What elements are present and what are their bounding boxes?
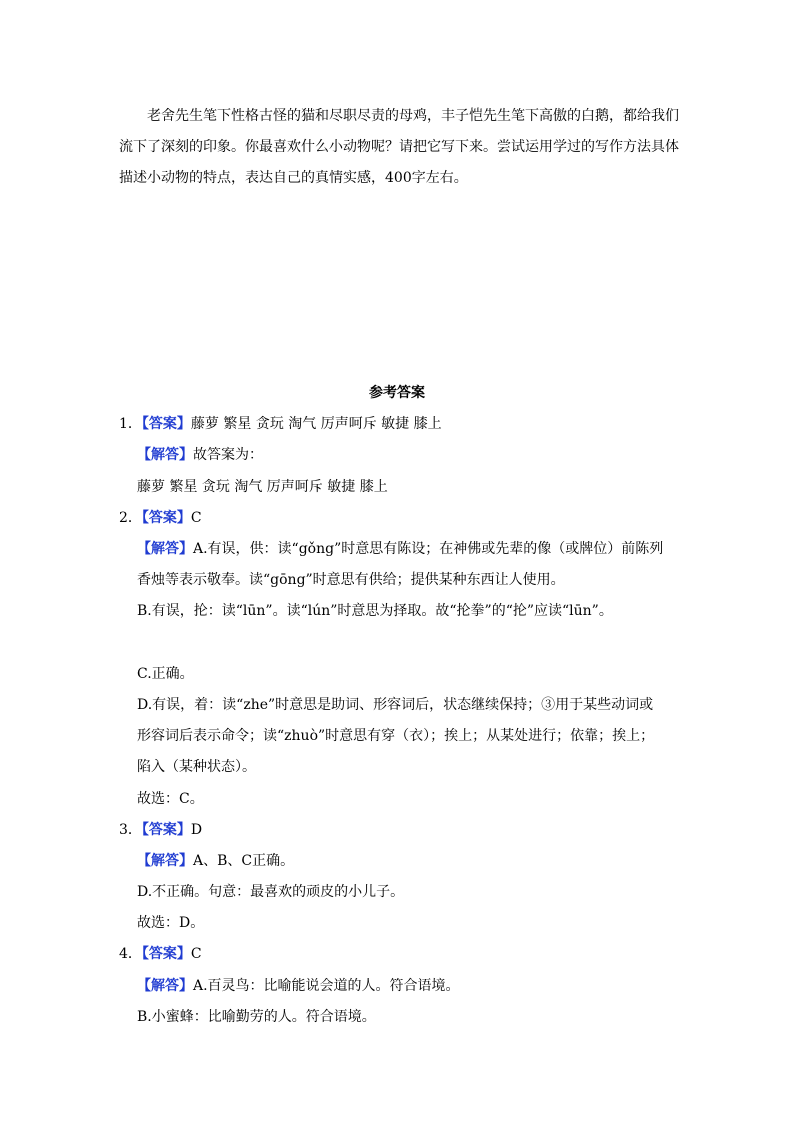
- q3-analysis-tag: 【解答】: [137, 853, 193, 869]
- q2-answer: C: [190, 510, 202, 526]
- q1-answer: 藤萝 繁星 贪玩 淘气 厉声呵斥 敏捷 膝上: [190, 416, 442, 432]
- q3-answer-tag: 【答案】: [141, 822, 191, 838]
- q4-answer: C: [190, 946, 202, 962]
- q4-analysis-line: [137, 975, 460, 997]
- q2-option-b: B.有误，抡：读“lūn”。读“lún”时意思为择取。故“抡拳”的“抡”应读“lūn”。: [137, 603, 613, 619]
- q2-analysis-line: [137, 538, 663, 560]
- q2-analysis-tag: 【解答】: [137, 541, 193, 557]
- q3-line2: D.不正确。句意：最喜欢的顽皮的小儿子。: [137, 884, 405, 900]
- q4-line1: A.百灵鸟：比喻能说会道的人。符合语境。: [193, 978, 460, 994]
- q3-answer: D: [190, 822, 203, 838]
- q4-answer-tag: 【答案】: [141, 946, 191, 962]
- q2-option-a-line2: 香烛等表示敬奉。读“gōng”时意思有供给；提供某种东西让人使用。: [137, 572, 565, 588]
- q3-conclusion: 故选：D。: [137, 915, 205, 931]
- q1-detail: 藤萝 繁星 贪玩 淘气 厉声呵斥 敏捷 膝上: [137, 479, 388, 495]
- q2-answer-line: [119, 507, 202, 529]
- q1-analysis: 故答案为：: [193, 447, 263, 463]
- q4-answer-line: [119, 943, 202, 965]
- q3-analysis-line: [137, 850, 294, 872]
- q1-answer-line: [119, 413, 442, 435]
- q2-conclusion: 故选：C。: [137, 791, 204, 807]
- answers-title: 参考答案: [369, 385, 425, 401]
- q4-number: 4．: [119, 946, 142, 962]
- q2-option-c: C.正确。: [137, 666, 194, 682]
- q1-analysis-line: [137, 444, 263, 466]
- q2-option-d-line2: 形容词后表示命令；读“zhuò”时意思有穿（衣）；挨上；从某处进行；依靠；挨上；: [137, 728, 655, 744]
- q2-answer-tag: 【答案】: [141, 510, 191, 526]
- q3-number: 3．: [119, 822, 142, 838]
- q2-number: 2．: [119, 510, 142, 526]
- q1-answer-tag: 【答案】: [141, 416, 191, 432]
- q2-option-d-line1: D.有误，着：读“zhe”时意思是助词、形容词后，状态继续保持；③用于某些动词或: [137, 697, 654, 713]
- q1-number: 1．: [119, 416, 142, 432]
- q2-option-d-line3: 陷入（某种状态）。: [137, 759, 256, 775]
- q4-analysis-tag: 【解答】: [137, 978, 193, 994]
- q2-option-a-line1: A.有误，供：读“gǒng”时意思有陈设；在神佛或先辈的像（或牌位）前陈列: [193, 541, 664, 557]
- q4-line2: B.小蜜蜂：比喻勤劳的人。符合语境。: [137, 1009, 376, 1025]
- q1-analysis-tag: 【解答】: [137, 447, 193, 463]
- q3-line1: A、B、C正确。: [193, 853, 295, 869]
- q3-answer-line: [119, 819, 202, 841]
- writing-prompt: 老舍先生笔下性格古怪的猫和尽职尽责的母鸡，丰子恺先生笔下高傲的白鹅，都给我们流下了深刻的印象。你最喜欢什么小动物呢？请把它写下来。尝试运用学过的写作方法具体描述小动物的特点，表达自己的真情实感，400字左右。: [119, 108, 679, 186]
